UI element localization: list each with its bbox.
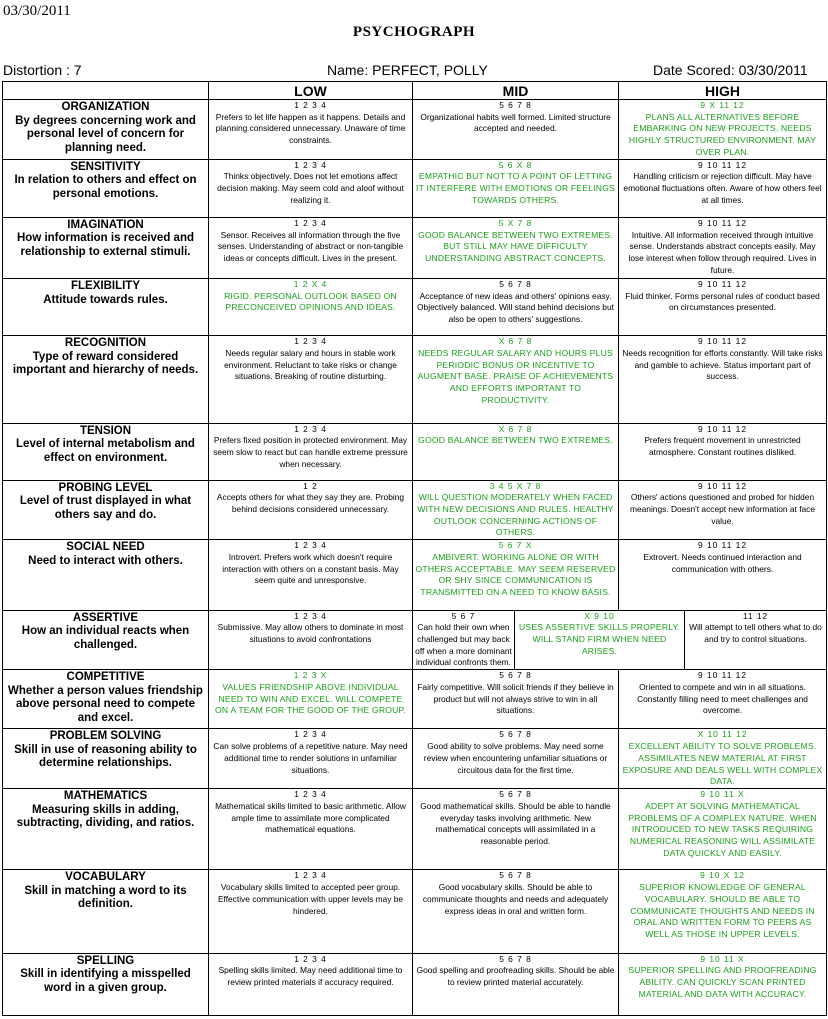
score-numbers: 1 2 3 4	[294, 159, 327, 170]
trait-cell	[3, 670, 209, 729]
score-cell-mid	[413, 610, 515, 670]
trait-row	[3, 953, 827, 1015]
score-numbers: 9 10 11 12	[698, 480, 747, 491]
trait-cell	[3, 870, 209, 953]
trait-row	[3, 100, 827, 160]
score-numbers: 1 2 3 4	[294, 336, 327, 347]
score-cell-mid	[413, 279, 619, 336]
score-numbers: 9 10 X 12	[700, 870, 745, 881]
trait-row	[3, 610, 827, 670]
trait-name: SENSITIVITY	[70, 160, 141, 173]
trait-description: Level of internal metabolism and effect on environment.	[16, 438, 195, 464]
score-description: Submissive. May allow others to dominate in most situations to avoid confrontations	[217, 622, 404, 644]
score-cell-mid	[413, 159, 619, 217]
score-description: Good mathematical skills. Should be able to handle everyday tasks involving arithmetic. New mathematical concepts will assimilated in a reasonable period.	[420, 800, 611, 846]
score-description: Oriented to compete and win in all situations. Constantly filling need to meet challenges and overcome.	[637, 682, 808, 716]
score-description: SUPERIOR KNOWLEDGE OF GENERAL VOCABULARY. SHOULD BE ABLE TO COMMUNICATE THOUGHTS AND NEEDS IN ORAL AND WRITTEN FORM TO PEERS AS WELL AS THOSE IN UPPER LEVELS.	[630, 882, 815, 939]
score-numbers: 5 6 7 8	[499, 279, 532, 290]
score-cell-high	[619, 953, 827, 1015]
score-numbers: 5 6 7 8	[499, 870, 532, 881]
trait-description: Skill in matching a word to its definition.	[24, 884, 187, 911]
trait-description: Attitude towards rules.	[43, 293, 168, 306]
score-description: EMPATHIC BUT NOT TO A POINT OF LETTING IT INTERFERE WITH EMOTIONS OR FEELINGS TOWARDS OTHERS.	[416, 171, 615, 205]
score-numbers: 3 4 5 X 7 8	[489, 480, 542, 491]
score-numbers: 5 6 7	[451, 610, 476, 621]
score-description: Fairly competitive. Will solicit friends if they believe in product but will not always strive to win in all situations.	[417, 682, 614, 716]
trait-cell	[3, 540, 209, 610]
score-description: PLANS ALL ALTERNATIVES BEFORE EMBARKING ON NEW PROJECTS. NEEDS HIGHLY STRUCTURED ENVIRONMENT. MAY OVER PLAN.	[628, 111, 817, 157]
trait-cell	[3, 789, 209, 870]
score-cell-low	[209, 870, 413, 953]
trait-name: ORGANIZATION	[61, 101, 150, 113]
score-cell-high	[619, 336, 827, 423]
score-description: GOOD BALANCE BETWEEN TWO EXTREMES.	[418, 435, 613, 446]
trait-name: SPELLING	[76, 954, 135, 967]
score-description: RIGID. PERSONAL OUTLOOK BASED ON PRECONCEIVED OPINIONS AND IDEAS.	[224, 290, 397, 313]
score-description: Vocabulary skills limited to accepted peer group. Effective communication with upper levels may be hindered.	[217, 882, 404, 916]
score-description: Sensor. Receives all information through the five senses. Understanding of abstract or non-tangible ideas or concepts difficult. Lives in the present.	[217, 229, 404, 263]
score-cell-low	[209, 953, 413, 1015]
score-description: WILL QUESTION MODERATELY WHEN FACED WITH NEW DECISIONS AND RULES. HEALTHY OUTLOOK CONCERNING ACTIONS OF OTHERS.	[417, 492, 614, 538]
subject-name: Name: PERFECT, POLLY	[327, 62, 488, 78]
score-cell-high	[619, 100, 827, 160]
score-cell-high	[619, 540, 827, 610]
score-cell-low	[209, 100, 413, 160]
trait-row	[3, 789, 827, 870]
trait-cell	[3, 480, 209, 540]
score-cell-low	[209, 540, 413, 610]
trait-description: How information is received and relationship to external stimuli.	[16, 232, 194, 258]
score-cell-mid	[413, 540, 619, 610]
trait-name: PROBING LEVEL	[58, 481, 153, 494]
score-description: Good ability to solve problems. May need some review when encountering unfamiliar situations or circuitous data for the first time.	[423, 741, 608, 775]
score-description: Handling criticism or rejection difficult. May have emotional fluctuations often. Aware of how others feel at all times.	[623, 171, 822, 205]
score-cell-low	[209, 159, 413, 217]
score-description: Good vocabulary skills. Should be able to communicate thoughts and needs and adequately express ideas in oral and written form.	[422, 882, 609, 916]
column-header-mid: MID	[413, 82, 619, 100]
score-cell-low	[209, 789, 413, 870]
trait-description: Skill in use of reasoning ability to determine relationships.	[14, 743, 197, 770]
trait-row	[3, 279, 827, 336]
score-description: NEEDS REGULAR SALARY AND HOURS PLUS PERIODIC BONUS OR INCENTIVE TO AUGMENT BASE. PRAISE OF ACHIEVEMENTS AND EFFORTS IMPORTANT TO PRODUCTIVITY.	[417, 347, 614, 405]
score-numbers: 5 X 7 8	[498, 217, 533, 228]
score-numbers: 1 2 3 4	[294, 953, 327, 964]
score-numbers: 1 2 3 4	[294, 100, 327, 110]
trait-name: VOCABULARY	[65, 871, 146, 884]
score-cell-high	[619, 480, 827, 540]
trait-description: In relation to others and effect on personal emotions.	[14, 174, 197, 200]
score-description: Acceptance of new ideas and others' opinions easy. Objectively balanced. Will stand behind decisions but also be open to others' suggestions.	[417, 290, 614, 325]
score-cell-mid	[413, 423, 619, 480]
trait-name: COMPETITIVE	[66, 671, 145, 684]
score-numbers: 5 6 7 8	[499, 789, 532, 800]
score-description: Can hold their own when challenged but may back off when a more dominant individual confronts them.	[415, 622, 512, 668]
score-numbers: 9 10 11 12	[698, 540, 747, 551]
trait-row	[3, 670, 827, 729]
psychograph-table	[2, 81, 827, 1016]
score-description: Needs regular salary and hours in stable work environment. Reluctant to take risks or change situations. Breaking of routine disturbing.	[224, 347, 397, 382]
score-cell-high	[619, 217, 827, 278]
score-description: Prefers frequent movement in unrestricted atmosphere. Constant routines disliked.	[644, 435, 801, 457]
score-description: VALUES FRIENDSHIP ABOVE INDIVIDUAL NEED TO WIN AND EXCEL. WILL COMPETE ON A TEAM FOR THE GOOD OF THE GROUP.	[215, 682, 406, 716]
score-description: Mathematical skills limited to basic arithmetic. Allow ample time to assimilate more complicated mathematical equations.	[215, 800, 406, 835]
score-numbers: 1 2 3 X	[293, 670, 328, 681]
trait-description: Skill in identifying a misspelled word in a given group.	[20, 968, 191, 994]
score-numbers: 1 2 3 4	[294, 870, 327, 881]
score-numbers: 9 10 11 12	[698, 159, 747, 170]
score-numbers: 9 10 11 12	[698, 336, 747, 347]
trait-name: TENSION	[79, 424, 132, 437]
trait-cell	[3, 159, 209, 217]
score-description: Needs recognition for efforts constantly. Will take risks and gamble to achieve. Status important part of success.	[622, 347, 823, 382]
trait-cell	[3, 610, 209, 670]
score-cell-high	[619, 670, 827, 729]
trait-name: ASSERTIVE	[72, 611, 139, 624]
score-description: AMBIVERT. WORKING ALONE OR WITH OTHERS ACCEPTABLE. MAY SEEM RESERVED OR SHY SINCE COMMUNICATION IS TRANSMITTED ON A NEED TO KNOW BASIS.	[415, 552, 616, 598]
score-description: Thinks objectively. Does not let emotions affect decision making. May seem cold and aloof without realizing it.	[217, 171, 404, 205]
score-description: Extrovert. Needs continued interaction and communication with others.	[643, 552, 802, 574]
trait-name: RECOGNITION	[64, 337, 147, 350]
trait-cell	[3, 953, 209, 1015]
score-cell-mid	[413, 953, 619, 1015]
score-numbers: 1 2 3 4	[294, 540, 327, 551]
score-cell-high	[619, 870, 827, 953]
score-numbers: 11 12	[742, 610, 769, 621]
score-cell-low	[209, 610, 413, 670]
score-numbers: 9 10 11 12	[698, 423, 747, 434]
score-numbers: 9 10 11 12	[698, 217, 747, 228]
score-cell-low	[209, 336, 413, 423]
score-cell-mid	[413, 729, 619, 789]
score-cell-high	[619, 279, 827, 336]
column-header-high: HIGH	[619, 82, 827, 100]
score-numbers: 5 6 7 8	[499, 670, 532, 681]
score-cell-low	[209, 217, 413, 278]
score-description: Fluid thinker. Forms personal rules of conduct based on circumstances presented.	[625, 290, 820, 313]
trait-name: MATHEMATICS	[63, 790, 148, 803]
trait-description: By degrees concerning work and personal level of concern for planning need.	[15, 114, 196, 154]
score-numbers: X 10 11 12	[697, 729, 748, 740]
score-cell-mid	[413, 789, 619, 870]
score-numbers: 9 10 11 X	[700, 953, 745, 964]
score-numbers: 9 10 11 X	[700, 789, 745, 800]
score-cell-mid	[413, 480, 619, 540]
score-cell-high	[685, 610, 827, 670]
trait-description: Type of reward considered important and hierarchy of needs.	[12, 350, 199, 377]
score-numbers: 5 6 7 X	[498, 540, 533, 551]
score-cell-high	[619, 423, 827, 480]
score-numbers: 5 6 X 8	[498, 159, 533, 170]
score-numbers: X 6 7 8	[498, 336, 533, 347]
score-cell-high	[619, 729, 827, 789]
score-cell-mid	[413, 217, 619, 278]
trait-description: Level of trust displayed in what others say and do.	[19, 495, 192, 521]
trait-name: SOCIAL NEED	[66, 541, 145, 554]
distortion-score: Distortion : 7	[3, 62, 82, 78]
score-description: Accepts others for what they say they are. Probing behind decisions considered unnecessary.	[216, 492, 405, 515]
score-cell-low	[209, 279, 413, 336]
score-numbers: 1 2 3 4	[294, 789, 327, 800]
trait-cell	[3, 729, 209, 789]
trait-name: PROBLEM SOLVING	[49, 730, 162, 743]
trait-description: Need to interact with others.	[28, 554, 183, 567]
score-numbers: 1 2	[303, 480, 318, 491]
score-numbers: 9 X 11 12	[700, 100, 745, 110]
trait-cell	[3, 279, 209, 336]
score-cell-low	[209, 670, 413, 729]
score-description: Prefers to let life happen as it happens. Details and planning considered unnecessary. Unaware of time constraints.	[215, 111, 406, 146]
trait-name: IMAGINATION	[67, 218, 144, 231]
corner-cell	[3, 82, 209, 100]
score-description: Others' actions questioned and probed for hidden meanings. Doesn't accept new information at face value.	[630, 492, 816, 526]
trait-row	[3, 423, 827, 480]
score-cell-mid	[413, 100, 619, 160]
trait-row	[3, 159, 827, 217]
trait-description: Whether a person values friendship above personal need to compete and excel.	[8, 684, 203, 724]
score-numbers: X 9 10	[584, 610, 615, 621]
trait-cell	[3, 217, 209, 278]
score-description: USES ASSERTIVE SKILLS PROPERLY. WILL STAND FIRM WHEN NEED ARISES.	[519, 622, 680, 656]
score-cell-low	[209, 423, 413, 480]
trait-description: Measuring skills in adding, subtracting, dividing, and ratios.	[16, 803, 195, 830]
score-cell-mid	[413, 336, 619, 423]
score-description: Spelling skills limited. May need additional time to review printed materials if accuracy required.	[218, 965, 403, 988]
score-cell-low	[209, 480, 413, 540]
score-numbers: 5 6 7 8	[499, 729, 532, 740]
score-numbers: 1 2 3 4	[294, 729, 327, 740]
score-cell-high	[619, 789, 827, 870]
trait-row	[3, 217, 827, 278]
score-numbers: 9 10 11 12	[698, 670, 747, 681]
score-numbers: 9 10 11 12	[698, 279, 747, 290]
score-numbers: 1 2 3 4	[294, 217, 327, 228]
score-description: EXCELLENT ABILITY TO SOLVE PROBLEMS. ASSIMILATES NEW MATERIAL AT FIRST EXPOSURE AND DEALS WELL WITH COMPLEX DATA.	[622, 741, 823, 787]
score-numbers: 1 2 3 4	[294, 423, 327, 434]
trait-cell	[3, 336, 209, 423]
score-description: SUPERIOR SPELLING AND PROOFREADING ABILITY. CAN QUICKLY SCAN PRINTED MATERIAL AND DATA WITH ACCURACY.	[628, 965, 817, 999]
score-description: ADEPT AT SOLVING MATHEMATICAL PROBLEMS OF A COMPLEX NATURE. WHEN INTRODUCED TO NEW TASKS REQUIRING NUMERICAL REASONING WILL ASSIMILATE DATA QUICKLY AND EASILY.	[628, 800, 817, 858]
score-cell-mid	[413, 670, 619, 729]
score-cell-low	[209, 729, 413, 789]
score-numbers: 5 6 7 8	[499, 953, 532, 964]
column-header-low: LOW	[209, 82, 413, 100]
score-numbers: 5 6 7 8	[499, 100, 532, 110]
score-description: Organizational habits well formed. Limited structure accepted and needed.	[420, 111, 611, 134]
trait-row	[3, 336, 827, 423]
score-description: Good spelling and proofreading skills. Should be able to review printed material accurately.	[416, 965, 615, 988]
score-cell-mid	[413, 870, 619, 953]
trait-row	[3, 540, 827, 610]
score-cell-high	[619, 159, 827, 217]
report-date: 03/30/2011	[3, 3, 71, 19]
score-description: Introvert. Prefers work which doesn't require interaction with others on a constant basis. May seem quite and unresponsive.	[222, 552, 399, 586]
trait-row	[3, 480, 827, 540]
trait-cell	[3, 100, 209, 160]
trait-description: How an individual reacts when challenged.	[21, 625, 190, 651]
score-description: Will attempt to tell others what to do and try to control situations.	[689, 622, 822, 644]
score-cell-mid-high	[515, 610, 685, 670]
score-numbers: 1 2 3 4	[294, 610, 327, 621]
trait-name: FLEXIBILITY	[71, 280, 140, 293]
trait-row	[3, 729, 827, 789]
trait-row	[3, 870, 827, 953]
column-header-row	[3, 82, 827, 100]
trait-cell	[3, 423, 209, 480]
score-numbers: X 6 7 8	[498, 423, 533, 434]
score-description: Can solve problems of a repetitive nature. May need additional time to render solutions in unfamiliar situations.	[213, 741, 408, 775]
score-numbers: 1 2 X 4	[293, 279, 328, 290]
date-scored: Date Scored: 03/30/2011	[653, 62, 808, 78]
page-title: PSYCHOGRAPH	[352, 24, 476, 40]
score-description: Prefers fixed position in protected environment. May seem slow to react but can handle extreme pressure when necessary.	[213, 435, 408, 469]
score-description: Intuitive. All information received through intuitive sense. Understands abstract concepts easily. May lose interest when follow through required. Lives in future.	[628, 229, 817, 275]
score-description: GOOD BALANCE BETWEEN TWO EXTREMES. BUT STILL MAY HAVE DIFFICULTY UNDERSTANDING ABSTRACT CONCEPTS.	[418, 229, 613, 263]
